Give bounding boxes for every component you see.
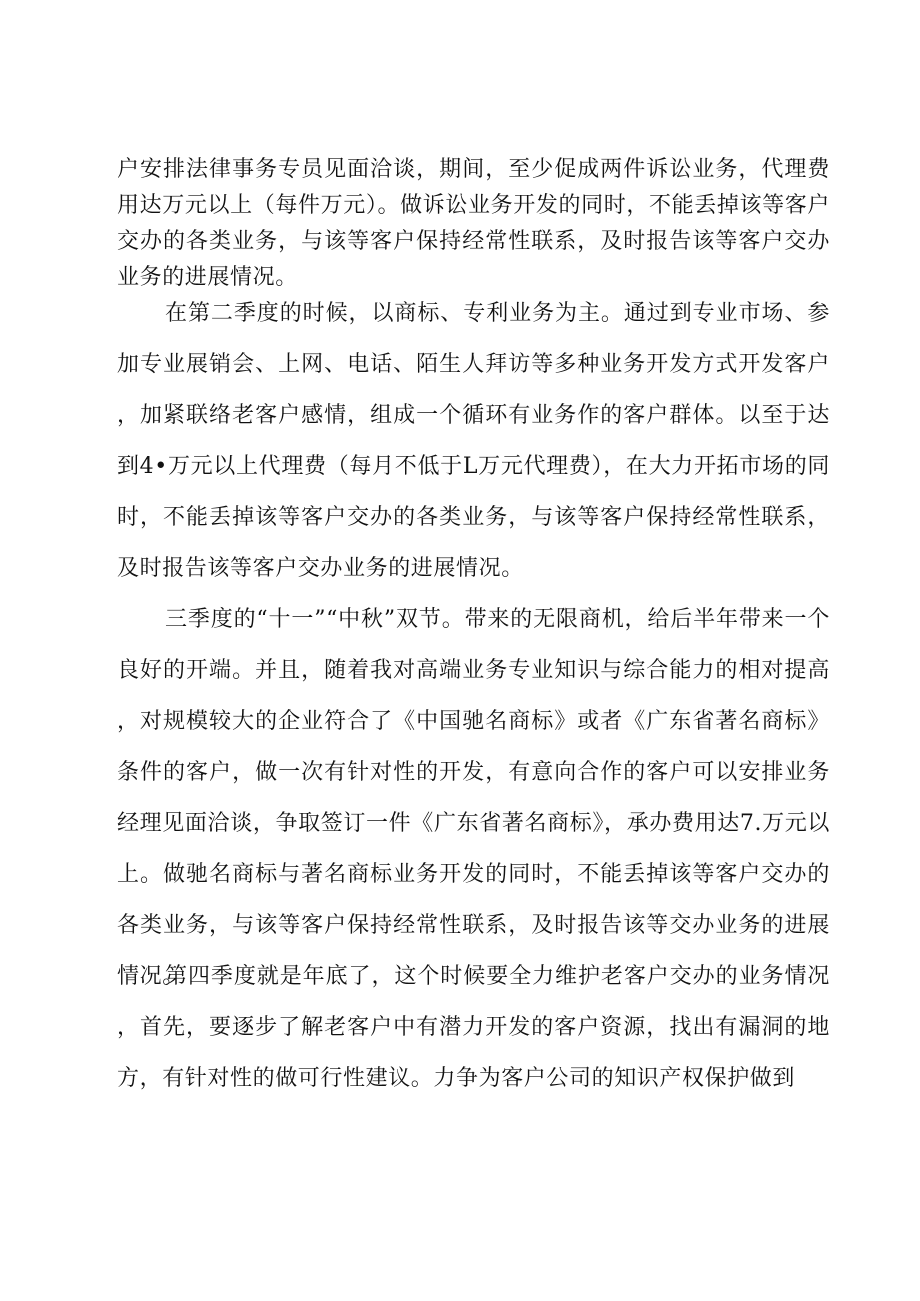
paragraph-4: 第四季度就是年底了，这个时候要全力维护老客户交办的业务情况，首先，要逐步了解老客户中有潜力开发的客户资源，找出有漏洞的地方，有针对性的做可行性建议。力争为客户公司的知识产权保护做到 [117, 964, 830, 1091]
paragraph-2: 在第二季度的时候，以商标、专利业务为主。通过到专业市场、参加专业展销会、上网、电话、陌生人拜访等多种业务开发方式开发客户，加紧联络老客户感情，组成一个循环有业务作的客户群体。以至于达到4•万元以上代理费（每月不低于L万元代理费），在大力开拓市场的同时，不能丢掉该等客户交办的各类业务，与该等客户保持经常性联系，及时报告该等客户交办业务的进展情况。 [117, 301, 830, 581]
paragraph-3: 三季度的“十一”“中秋”双节。带来的无限商机，给后半年带来一个良好的开端。并且，随着我对高端业务专业知识与综合能力的相对提高，对规模较大的企业符合了《中国驰名商标》或者《广东省著名商标》条件的客户，做一次有针对性的开发，有意向合作的客户可以安排业务经理见面洽谈，争取签订一件《广东省著名商标》，承办费用达7.万元以上。做驰名商标与著名商标业务开发的同时，不能丢掉该等客户交办的各类业务，与该等客户保持经常性联系，及时报告该等交办业务的进展情况。 [117, 607, 830, 989]
paragraph-1: 户安排法律事务专员见面洽谈，期间，至少促成两件诉讼业务，代理费用达万元以上（每件万元）。做诉讼业务开发的同时，不能丢掉该等客户交办的各类业务，与该等客户保持经常性联系，及时报告该等客户交办业务的进展情况。 [117, 157, 830, 290]
